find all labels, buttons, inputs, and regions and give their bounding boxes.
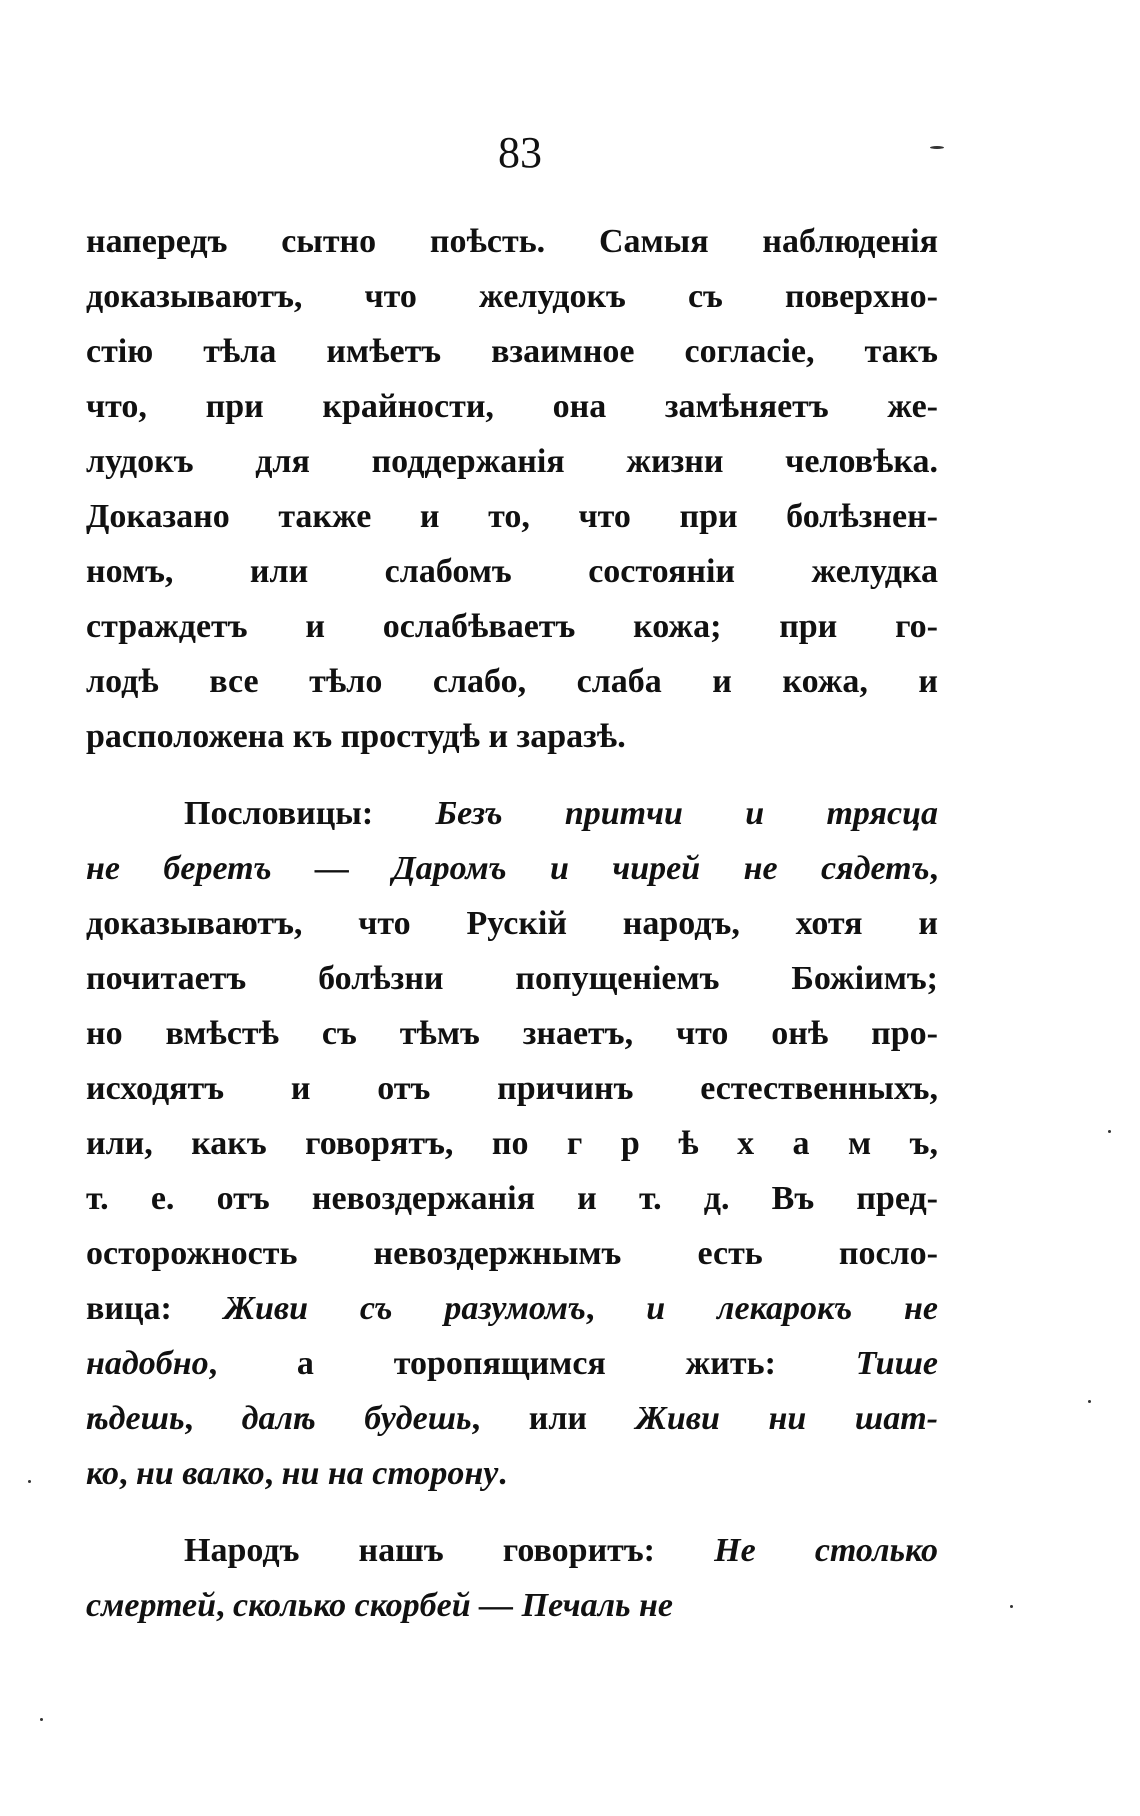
text-line [86, 896, 938, 951]
italic-quote: ни на сторону [281, 1455, 499, 1492]
text-run: вица: [86, 1290, 224, 1327]
paragraph [86, 1523, 938, 1633]
italic-quote: Не столько [714, 1532, 938, 1569]
scan-speck [930, 146, 944, 149]
scan-speck [1010, 1605, 1013, 1608]
text-run: доказываютъ, что Рускій народъ, хотя и [86, 905, 938, 942]
text-run: стію тѣла имѣетъ взаимное согласіе, такъ [86, 333, 938, 370]
paragraph-gap [86, 764, 938, 786]
text-run: почитаетъ болѣзни попущеніемъ Божіимъ; [86, 960, 938, 997]
text-run: т. е. отъ невоздержанія и т. д. Въ пред- [86, 1180, 938, 1217]
paragraph-gap [86, 1501, 938, 1523]
italic-quote: сколько скорбей — Печаль не [233, 1587, 674, 1624]
text-line [86, 654, 938, 709]
text-run: или, какъ говорятъ, по г р ѣ х а м ъ, [86, 1125, 938, 1162]
text-run: номъ, или слабомъ состояніи желудка [86, 553, 938, 590]
text-run: . [498, 1455, 507, 1492]
text-run: , [929, 850, 938, 887]
italic-quote: надобно [86, 1345, 209, 1382]
text-run: исходятъ и отъ причинъ естественныхъ, [86, 1070, 938, 1107]
text-run: Народъ нашъ говоритъ: [184, 1532, 715, 1569]
page-number: 83 [498, 128, 542, 177]
paragraph [86, 786, 938, 1501]
text-run: Доказано также и то, что при болѣзнен- [86, 498, 938, 535]
text-line [86, 214, 938, 269]
scan-speck [28, 1480, 31, 1483]
text-run: доказываютъ, что желудокъ съ поверхно- [86, 278, 938, 315]
text-line [86, 434, 938, 489]
text-line [86, 1116, 938, 1171]
paragraph [86, 214, 938, 764]
scan-speck [40, 1718, 43, 1721]
italic-quote: Живи ни шат- [635, 1400, 938, 1437]
scan-speck [1108, 1130, 1111, 1133]
text-run: лодѣ все тѣло слабо, слаба и кожа, и [86, 663, 938, 700]
text-line [86, 1523, 938, 1578]
text-line [86, 379, 938, 434]
text-line [86, 1006, 938, 1061]
text-line [86, 1061, 938, 1116]
italic-quote: ѣдешь [86, 1400, 185, 1437]
text-run: Пословицы: [184, 795, 436, 832]
text-line [86, 841, 938, 896]
text-run: напередъ сытно поѣсть. Самыя наблюденія [86, 223, 938, 260]
text-run: страждетъ и ослабѣваетъ кожа; при го- [86, 608, 938, 645]
text-line [86, 324, 938, 379]
text-run: , [264, 1455, 282, 1492]
text-line [86, 1391, 938, 1446]
text-line [86, 1578, 938, 1633]
italic-quote: далѣ будешь [241, 1400, 472, 1437]
body-text [86, 214, 938, 1633]
text-line [86, 1336, 938, 1391]
italic-quote: смертей [86, 1587, 217, 1624]
text-line [86, 1171, 938, 1226]
italic-quote: ко [86, 1455, 119, 1492]
text-run: , [118, 1455, 136, 1492]
italic-quote: Безъ притчи и трясца [435, 795, 938, 832]
italic-quote: Живи съ разумомъ [223, 1290, 586, 1327]
italic-quote: не беретъ — Даромъ и чирей не сядетъ [86, 850, 930, 887]
text-run: расположена къ простудѣ и заразѣ. [86, 718, 626, 755]
text-line [86, 1446, 938, 1501]
text-run: лудокъ для поддержанія жизни человѣка. [86, 443, 938, 480]
text-line [86, 269, 938, 324]
text-run: , а торопящимся жить: [208, 1345, 856, 1382]
text-line [86, 489, 938, 544]
text-run: осторожность невоздержнымъ есть посло- [86, 1235, 938, 1272]
text-run: , [184, 1400, 242, 1437]
text-line [86, 599, 938, 654]
text-line [86, 709, 938, 764]
text-run: , [216, 1587, 234, 1624]
text-run: , [585, 1290, 647, 1327]
scan-speck [1088, 1400, 1091, 1403]
text-line [86, 1281, 938, 1336]
text-run: но вмѣстѣ съ тѣмъ знаетъ, что онѣ про- [86, 1015, 938, 1052]
text-line [86, 786, 938, 841]
text-run: что, при крайности, она замѣняетъ же- [86, 388, 938, 425]
text-line [86, 544, 938, 599]
text-line [86, 1226, 938, 1281]
italic-quote: Тише [855, 1345, 938, 1382]
text-line [86, 951, 938, 1006]
text-run: , или [471, 1400, 636, 1437]
italic-quote: ни валко [135, 1455, 265, 1492]
italic-quote: и лекарокъ не [646, 1290, 938, 1327]
